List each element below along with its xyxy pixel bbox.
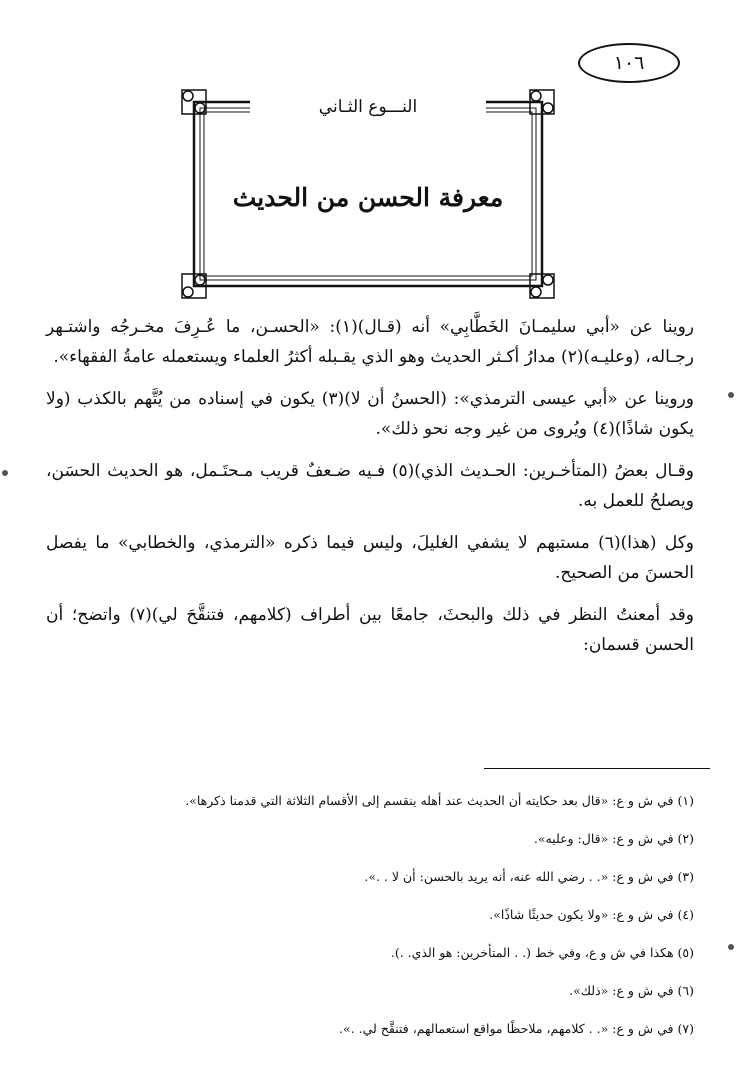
paragraph: وقد أمعنتُ النظر في ذلك والبحثَ، جامعًا بين أطراف (كلامهم، فتنقَّحَ لي)(٧) واتضح؛ أن الحسن قسمان: [46, 605, 694, 655]
paragraph: وروينا عن «أبي عيسى الترمذي»: (الحسنُ أن لا)(٣) يكون في إسناده من يُتَّهم بالكذب (ولا يكون شاذًا)(٤) ويُروى من غير وجه نحو ذلك». [46, 389, 694, 439]
footnote: (٦) في ش و ع: «ذلك». [569, 983, 694, 998]
chapter-title: معرفة الحسن من الحديث [232, 183, 504, 212]
main-text [46, 312, 694, 660]
paragraph: روينا عن «أبي سليمـانَ الخَطَّابِي» أنه (قـال)(١): «الحسـن، ما عُـرِفَ مخـرجُه واشتـهر رجـاله، (وعليـه)(٢) مدارُ أكـثر الحديث وهو الذي يقـبله أكثرُ العلماء ويستعمله عامةُ الفقهاء». [46, 317, 694, 367]
footnote: (١) في ش و ع: «قال بعد حكايته أن الحديث عند أهله ينقسم إلى الأقسام الثلاثة التي قدمنا ذكرها». [185, 793, 694, 808]
kind-label: النـــوع الثـاني [250, 97, 486, 117]
footnote: (٢) في ش و ع: «قال: وعليه». [533, 831, 694, 846]
footnote: (٥) هكذا في ش و ع، وفي خط (. . المتأخرين: هو الذي. .). [390, 945, 694, 960]
paragraph: وكل (هذا)(٦) مستبهم لا يشفي الغليلَ، وليس فيما ذكره «الترمذي، والخطابي» ما يفصل الحسنَ من الصحيح. [46, 533, 694, 583]
footnotes [150, 786, 694, 1052]
scan-mark [728, 944, 734, 950]
footnote: (٤) في ش و ع: «ولا يكون حديثًا شاذًا». [489, 907, 694, 922]
page-number: ١٠٦ [578, 43, 680, 83]
footnote: (٧) في ش و ع: «. . كلامهم، ملاحظًا مواقع استعمالهم، فتنقَّح لي. .». [339, 1021, 694, 1036]
footnote-divider [484, 768, 710, 769]
scan-mark [2, 470, 8, 476]
footnote: (٣) في ش و ع: «. . رضي الله عنه، أنه يريد بالحسن: أن لا . .». [364, 869, 694, 884]
scan-mark [728, 392, 734, 398]
paragraph: وقـال بعضُ (المتأخـرين: الحـديث الذي)(٥) فـيه ضـعفٌ قريب مـحتَـمل، هو الحديث الحسَن، ويصلحُ للعمل به. [46, 461, 694, 511]
